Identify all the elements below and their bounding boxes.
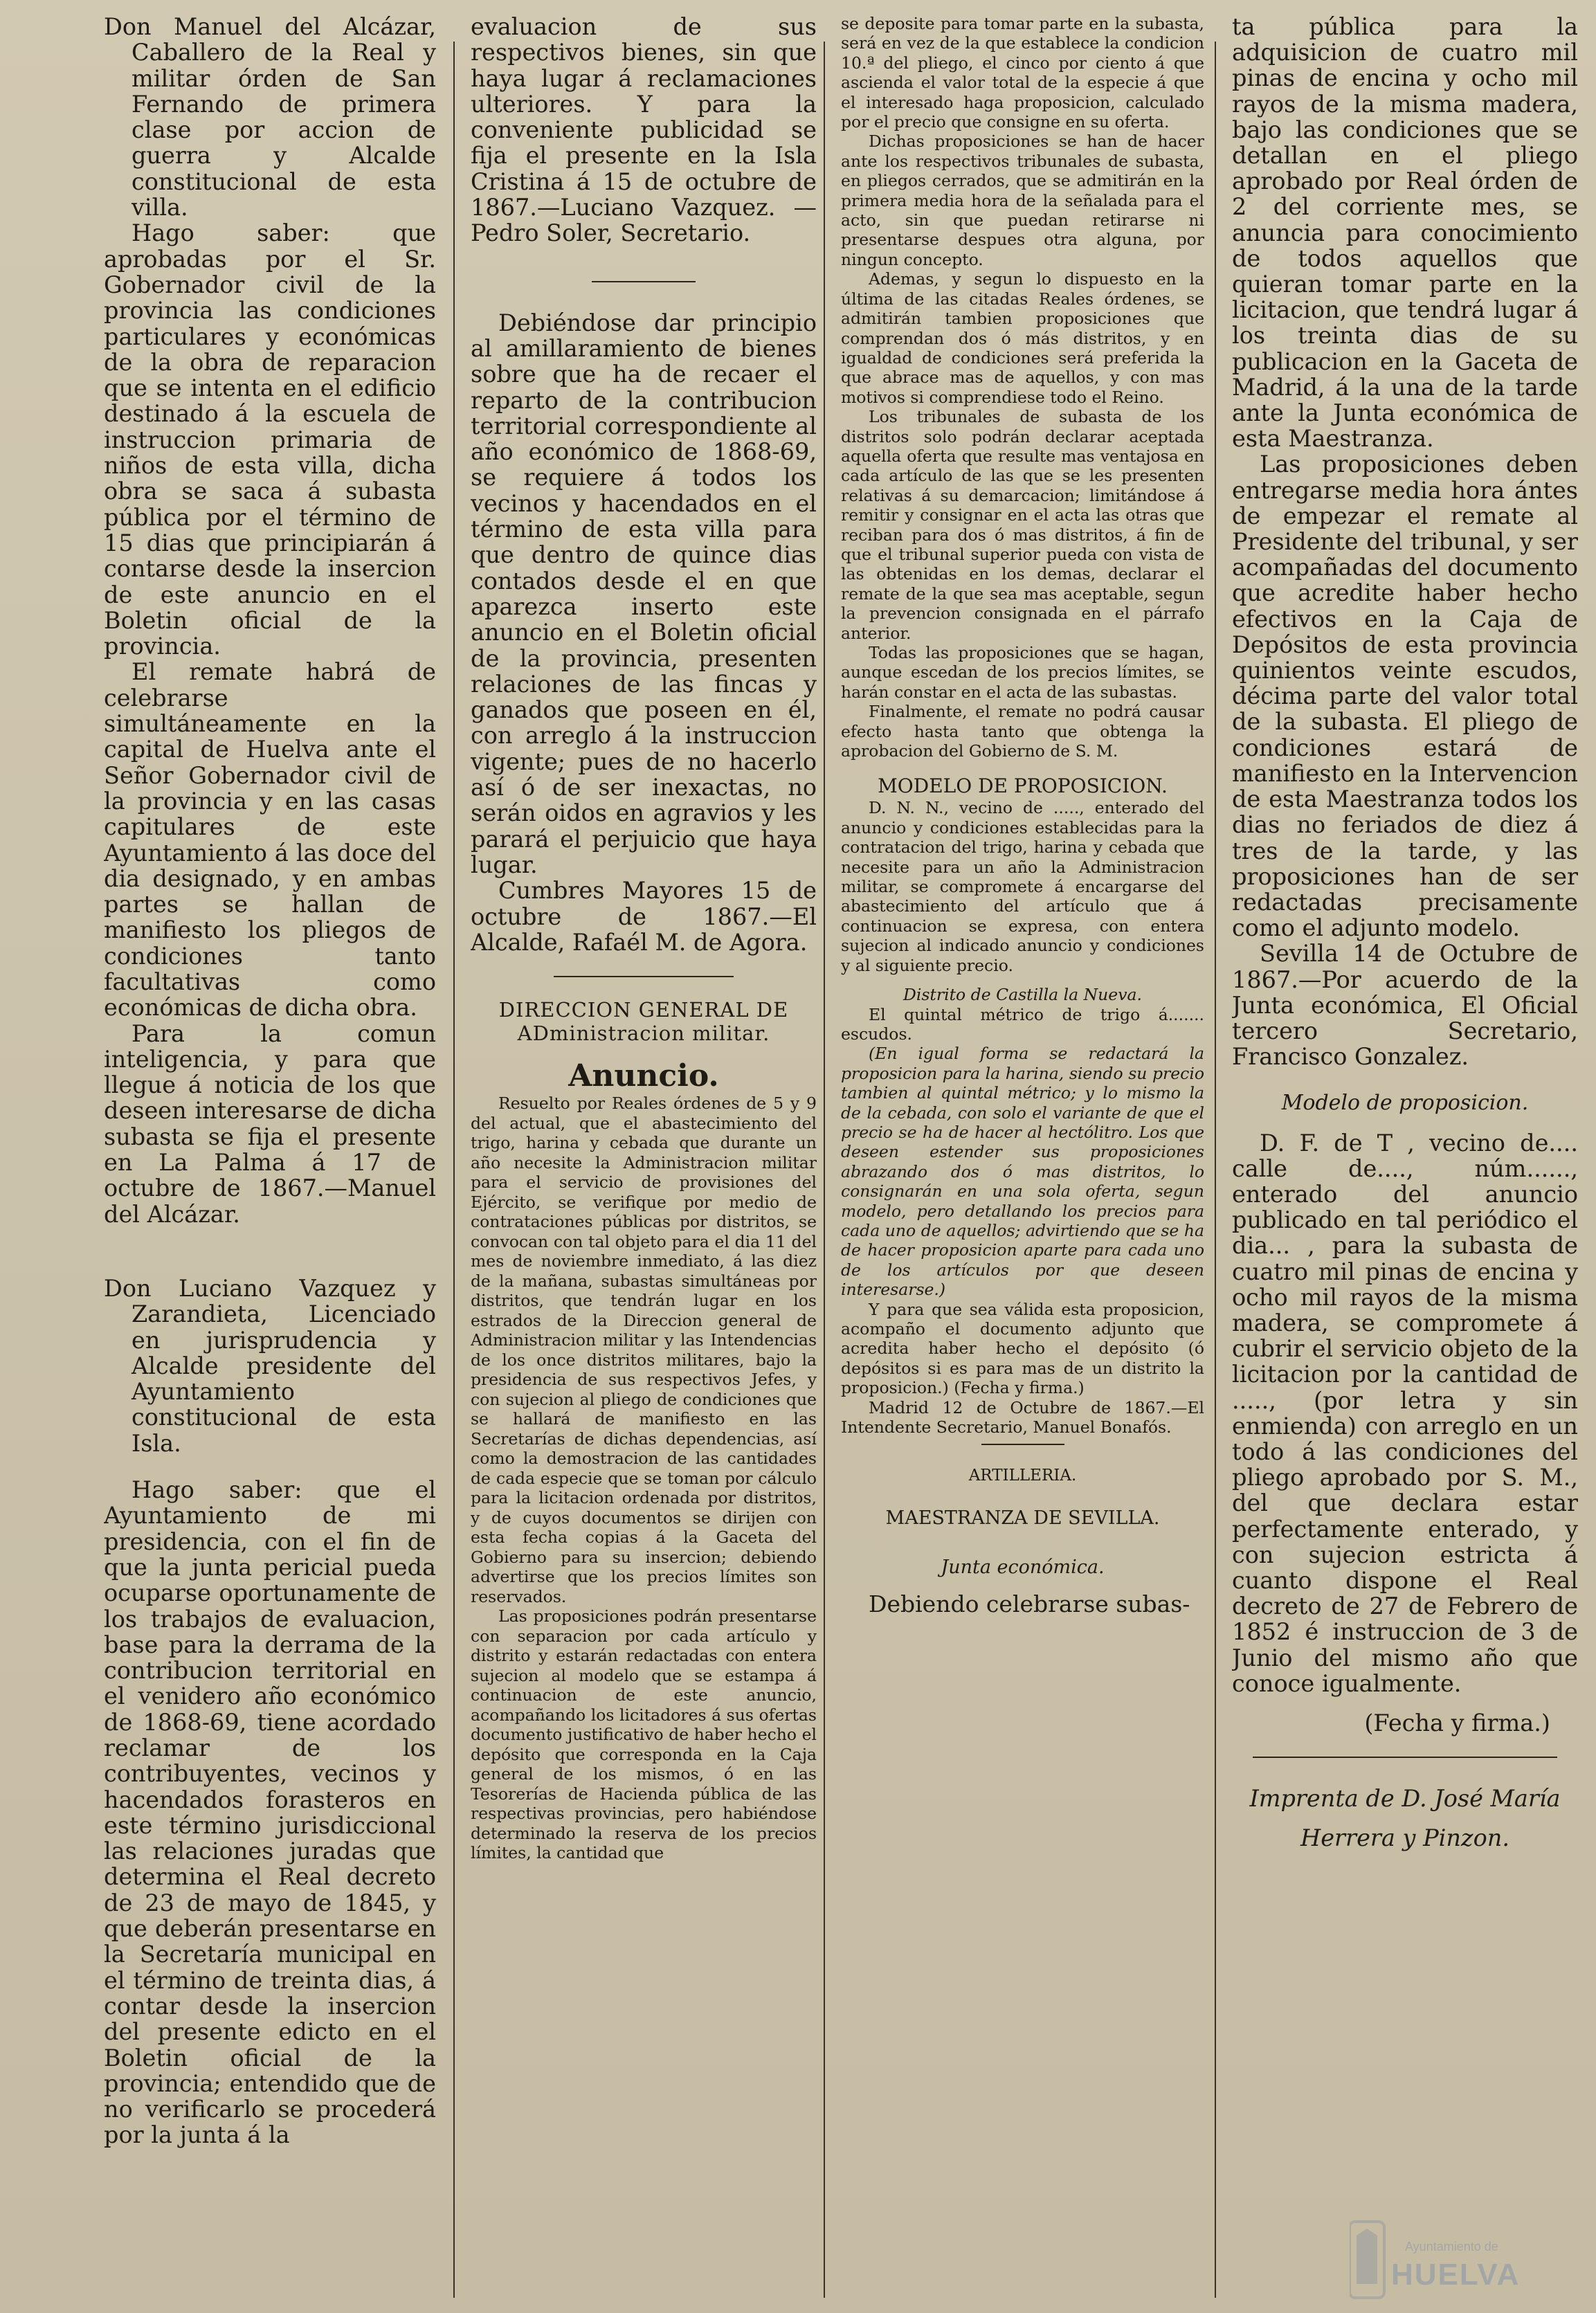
paragraph: El quintal métrico de trigo á....... escudos. xyxy=(841,1004,1204,1044)
column-1 xyxy=(104,14,436,2148)
notice-header: Don Luciano Vazquez y Zarandieta, Licenciado en jurisprudencia y Alcalde presidente del Ayuntamiento constitucional de esta Isla. xyxy=(104,1274,436,1457)
column-rule-3 xyxy=(1215,42,1216,2298)
subsection-heading: Junta económica. xyxy=(941,1556,1105,1578)
paragraph: Sevilla 14 de Octubre de 1867.—Por acuerdo de la Junta económica, El Oficial tercero Secretario, Francisco Gonzalez. xyxy=(1232,940,1578,1071)
signature-note: (Fecha y firma.) xyxy=(1364,1709,1550,1736)
paragraph: Las proposiciones podrán presentarse con separacion por cada artículo y distrito y estarán redactadas con entera sujecion al modelo que se estampa á continuacion de este anuncio, acompañando los licitadores á sus ofertas documento justificativo de haber hecho el depósito que corresponda en la Caja general de los mismos, ó en las Tesorerías de Hacienda pública de las respectivas provincias, pero habiéndose determinado la reserva de los precios límites, la cantidad que xyxy=(471,1606,817,1863)
section-heading: DIRECCION GENERAL DE ADministracion militar. xyxy=(498,998,789,1046)
paragraph: Resuelto por Reales órdenes de 5 y 9 del actual, que el abastecimiento del trigo, harina y cebada que durante un año necesite la Administracion militar para el servicio de provisiones del Ejército, se verifique por medio de contrataciones públicas por distritos, se convocan con tal objeto para el dia 11 del mes de noviembre inmediato, á las diez de la mañana, subastas simultáneas por distritos, que tendrán lugar en los estrados de la Direccion general de Administracion militar y las Intendencias de los once distritos militares, bajo la presidencia de sus respectivos Jefes, y con sujecion al pliego de condiciones que se hallará de manifiesto en las Secretarías de dichas dependencias, así como la demostracion de las cantidades de cada especie que se toman por cálculo para la licitacion ordenada por distritos, y de cuyos documentos se dirijen con esta fecha copias á la Gaceta del Gobierno para su insercion; debiendo advertirse que los precios límites son reservados. xyxy=(471,1094,817,1606)
announcement-title: Anuncio. xyxy=(568,1058,719,1094)
paragraph: Ademas, y segun lo dispuesto en la última de las citadas Reales órdenes, se admitirán tambien proposiciones que comprendan dos ó más distritos, y en igualdad de condiciones será preferida la que abrace mas de aquellos, y con mas motivos si comprendiese todo el Reino. xyxy=(841,269,1204,407)
model-heading: MODELO DE PROPOSICION. xyxy=(878,774,1168,798)
paragraph: Madrid 12 de Octubre de 1867.—El Intendente Secretario, Manuel Bonafós. xyxy=(841,1397,1204,1437)
column-3 xyxy=(841,14,1204,1617)
paragraph: Cumbres Mayores 15 de octubre de 1867.—El Alcalde, Rafaél M. de Agora. xyxy=(471,877,817,956)
district-heading: Distrito de Castilla la Nueva. xyxy=(903,985,1142,1005)
paragraph: Finalmente, el remate no podrá causar efecto hasta tanto que obtenga la aprobacion del Gobierno de S. M. xyxy=(841,702,1204,761)
watermark-text: HUELVA xyxy=(1391,2258,1521,2292)
paragraph: Debiendo celebrarse subas- xyxy=(869,1590,1190,1618)
paragraph: Hago saber: que el Ayuntamiento de mi presidencia, con el fin de que la junta pericial pueda ocuparse oportunamente de los trabajos de evaluacion, base para la derrama de la contribucion territorial en el venidero año económico de 1868-69, tiene acordado reclamar de los contribuyentes, vecinos y hacendados forasteros en este término jurisdiccional las relaciones juradas que determina el Real decreto de 23 de mayo de 1845, y que deberán presentarse en la Secretaría municipal en el término de treinta dias, á contar desde la insercion del presente edicto en el Boletin oficial de la provincia; entendido que de no verificarlo se procederá por la junta á la xyxy=(104,1476,436,2148)
paragraph: Debiéndose dar principio al amillaramiento de bienes sobre que ha de recaer el reparto de la contribucion territorial correspondiente al año económico de 1868-69, se requiere á todos los vecinos y hacendados en el término de esta villa para que dentro de quince dias contados desde el en que aparezca inserto este anuncio en el Boletin oficial de la provincia, presenten relaciones de las fincas y ganados que poseen en él, con arreglo á la instruccion vigente; pues de no hacerlo así ó de ser inexactas, no serán oidos en agravios y les parará el perjuicio que haya lugar. xyxy=(471,309,817,878)
paragraph: Todas las proposiciones que se hagan, aunque escedan de los precios límites, se harán constar en el acta de las subastas. xyxy=(841,643,1204,702)
model-heading: Modelo de proposicion. xyxy=(1281,1091,1529,1116)
column-4 xyxy=(1232,14,1578,1851)
column-rule-2 xyxy=(824,42,825,2298)
paragraph: Los tribunales de subasta de los distritos solo podrán declarar aceptada aquella oferta que resulte mas ventajosa en cada artículo de las que se les presenten relativas á su demarcacion; limitándose á remitir y consignar en el acta las otras que reciban para dos ó mas distritos, á fin de que el tribunal superior pueda con vista de las obtenidas en los demas, declarar el remate de la que sea mas aceptable, segun la prevencion consignada en el párrafo anterior. xyxy=(841,407,1204,643)
paragraph: D. F. de T , vecino de.... calle de...., núm......, enterado del anuncio publicado en tal periódico el dia... , para la subasta de cuatro mil pinas de encina y ocho mil rayos de la misma madera, se compromete á cubrir el servicio objeto de la licitacion por la cantidad de ....., (por letra y sin enmienda) con arreglo en un todo á las condiciones del pliego aprobado por S. M., del que declara estar perfectamente enterado, y con sujecion estricta á cuanto dispone el Real decreto de 27 de Febrero de 1852 é instruccion de 3 de Junio del mismo año que conoce igualmente. xyxy=(1232,1129,1578,1697)
notice-header: Don Manuel del Alcázar, Caballero de la Real y militar órden de San Fernando de primera clase por accion de guerra y Alcalde constitucional de esta villa. xyxy=(104,14,436,221)
printer-line: Imprenta de D. José María xyxy=(1249,1785,1561,1813)
divider xyxy=(104,1227,436,1276)
section-heading: MAESTRANZA DE SEVILLA. xyxy=(885,1507,1160,1529)
watermark-small-text: Ayuntamiento de xyxy=(1405,2240,1498,2253)
printer-line: Herrera y Pinzon. xyxy=(1300,1824,1509,1851)
column-2 xyxy=(471,14,817,1863)
section-heading: ARTILLERIA. xyxy=(968,1467,1077,1485)
paragraph: Para la comun inteligencia, y para que llegue á noticia de los que deseen interesarse de dicha subasta se fija el presente en La Palma á 17 de octubre de 1867.—Manuel del Alcázar. xyxy=(104,1019,436,1228)
paragraph: ta pública para la adquisicion de cuatro mil pinas de encina y ocho mil rayos de la misma madera, bajo las condiciones que se detallan en el pliego aprobado por Real órden de 2 del corriente mes, se anuncia para conocimiento de todos aquellos que quieran tomar parte en la licitacion, que tendrá lugar á los treinta dias de su publicacion en la Gaceta de Madrid, á la una de la tarde ante la Junta económica de esta Maestranza. xyxy=(1232,14,1578,453)
paragraph: Hago saber: que aprobadas por el Sr. Gobernador civil de la provincia las condiciones particulares y económicas de la obra de reparacion que se intenta en el edificio destinado á la escuela de instruccion primaria de niños de esta villa, dicha obra se saca á subasta pública por el término de 15 dias que principiarán á contarse desde la insercion de este anuncio en el Boletin oficial de la provincia. xyxy=(104,219,436,660)
paragraph: D. N. N., vecino de ....., enterado del anuncio y condiciones establecidas para la contratacion del trigo, harina y cebada que necesite para un año la Administracion militar, se compromete á encargarse del abastecimiento del artículo que á continuacion se expresa, con entera sujecion al indicado anuncio y condiciones y al siguiente precio. xyxy=(841,798,1204,975)
paragraph: evaluacion de sus respectivos bienes, sin que haya lugar á reclamaciones ulteriores. Y para la conveniente publicidad se fija el presente en la Isla Cristina á 15 de octubre de 1867.—Luciano Vazquez. —Pedro Soler, Secretario. xyxy=(471,14,817,247)
paragraph: Y para que sea válida esta proposicion, acompaño el documento adjunto que acredita haber hecho el depósito (ó depósitos si es para mas de un distrito la proposicion.) (Fecha y firma.) xyxy=(841,1299,1204,1398)
paragraph: El remate habrá de celebrarse simultáneamente en la capital de Huelva ante el Señor Gobernador civil de la provincia y en las casas capitulares de este Ayuntamiento á las doce del dia designado, y en ambas partes se hallan de manifiesto los pliegos de condiciones tanto facultativas como económicas de dicha obra. xyxy=(104,658,436,1022)
paragraph: se deposite para tomar parte en la subasta, será en vez de la que establece la condicion 10.ª del pliego, el cinco por ciento á que ascienda el valor total de la especie á que el interesado haga proposicion, calculado por el precio que consigne en su oferta. xyxy=(841,14,1204,132)
paragraph: Dichas proposiciones se han de hacer ante los respectivos tribunales de subasta, en pliegos cerrados, que se admitirán en la primera media hora de la señalada para el acto, sin que puedan retirarse ni presentarse despues otra alguna, por ningun concepto. xyxy=(841,131,1204,269)
paragraph: (En igual forma se redactará la proposicion para la harina, siendo su precio tambien al quintal métrico; y lo mismo la de la cebada, con solo el variante de que el precio se ha de hacer al hectólitro. Los que deseen estender sus proposiciones abrazando dos ó mas distritos, lo consignarán en una sola oferta, segun modelo, pero detallando los precios para cada uno de aquellos; advirtiendo que se ha de hacer proposicion aparte para cada uno de los artículos por que deseen interesarse.) xyxy=(841,1044,1204,1300)
column-rule-1 xyxy=(453,42,455,2298)
paragraph: Las proposiciones deben entregarse media hora ántes de empezar el remate al Presidente del tribunal, y ser acompañadas del documento que acredite haber hecho efectivos en la Caja de Depósitos de esta provincia quinientos veinte escudos, décima parte del valor total de la subasta. El pliego de condiciones estará de manifiesto en la Intervencion de esta Maestranza todos los dias no feriados de diez á tres de la tarde, y las proposiciones han de ser redactadas precisamente como el adjunto modelo. xyxy=(1232,451,1578,942)
